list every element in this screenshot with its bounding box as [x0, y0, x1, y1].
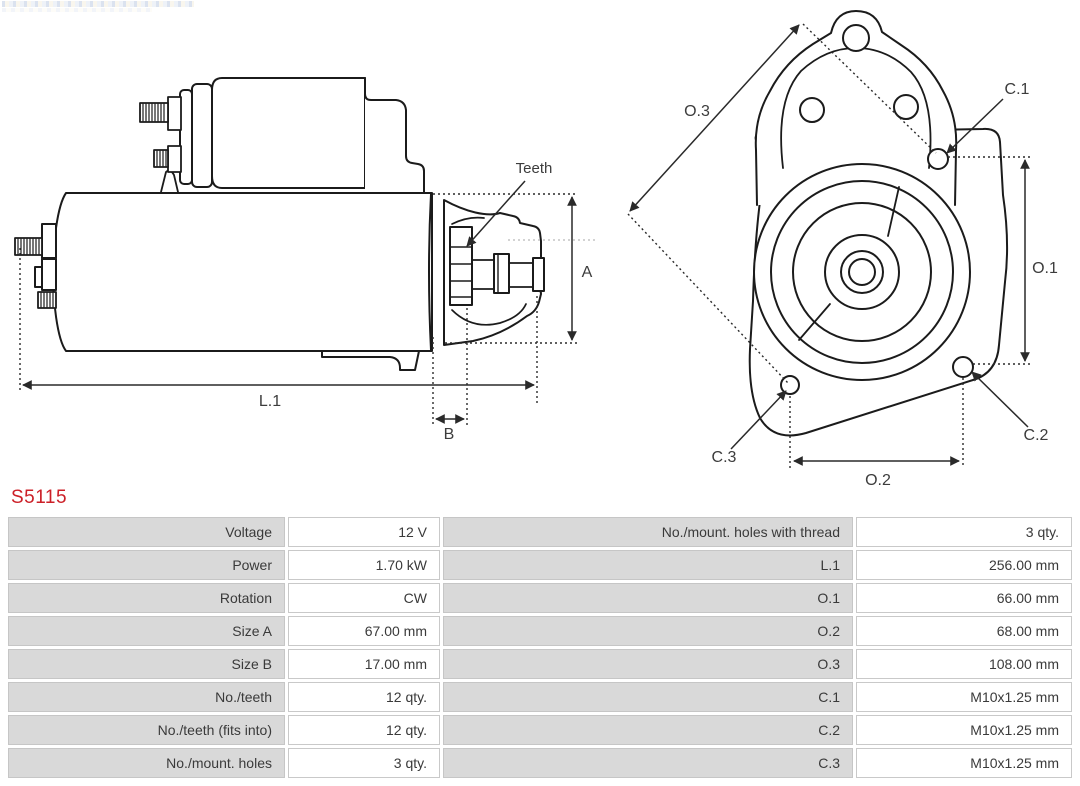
mount-hole-c2	[953, 357, 973, 377]
c2-leader	[972, 372, 1028, 427]
rear-tab	[35, 267, 42, 287]
spec-value-right: 3 qty.	[856, 517, 1072, 547]
spec-label-left: Voltage	[8, 517, 285, 547]
mount-hole-c1	[928, 149, 948, 169]
bell-hole-left	[800, 98, 824, 122]
l1-label: L.1	[258, 393, 282, 410]
spec-label-right: C.1	[443, 682, 853, 712]
spec-value-left: 1.70 kW	[288, 550, 440, 580]
starter-front-view	[750, 11, 1007, 435]
rear-block	[42, 224, 56, 258]
spec-value-left: 12 V	[288, 517, 440, 547]
c3-label: C.3	[711, 449, 737, 466]
spec-label-right: C.2	[443, 715, 853, 745]
spec-label-right: O.2	[443, 616, 853, 646]
spec-label-right: C.3	[443, 748, 853, 778]
a-label: A	[581, 264, 593, 281]
c2-label: C.2	[1023, 427, 1049, 444]
spec-table	[8, 517, 1072, 778]
spec-label-left: Size A	[8, 616, 285, 646]
rear-block-lower	[42, 259, 56, 290]
underbody-step	[322, 351, 419, 370]
terminal-nut-1	[168, 97, 181, 130]
spec-label-left: No./mount. holes	[8, 748, 285, 778]
spec-value-left: 12 qty.	[288, 715, 440, 745]
o3-label: O.3	[684, 103, 710, 120]
spec-value-right: M10x1.25 mm	[856, 715, 1072, 745]
spec-value-left: 3 qty.	[288, 748, 440, 778]
spec-value-right: 108.00 mm	[856, 649, 1072, 679]
solenoid-foot	[161, 171, 178, 192]
spec-value-right: M10x1.25 mm	[856, 748, 1072, 778]
pinion-teeth	[450, 227, 472, 305]
spec-value-left: 12 qty.	[288, 682, 440, 712]
spec-label-left: Rotation	[8, 583, 285, 613]
spec-label-left: No./teeth (fits into)	[8, 715, 285, 745]
spec-value-left: CW	[288, 583, 440, 613]
solenoid-cylinder	[212, 78, 365, 188]
spec-value-right: 66.00 mm	[856, 583, 1072, 613]
bell-tab-hole	[843, 25, 869, 51]
spec-label-right: O.3	[443, 649, 853, 679]
solenoid-bracket	[365, 78, 424, 193]
shaft-nut	[494, 254, 509, 293]
o1-label: O.1	[1032, 260, 1058, 277]
c1-label: C.1	[1004, 81, 1030, 98]
spec-label-right: L.1	[443, 550, 853, 580]
terminal-nut-2	[168, 146, 181, 172]
spec-label-right: No./mount. holes with thread	[443, 517, 853, 547]
part-number: S5115	[11, 487, 68, 508]
spec-label-left: Size B	[8, 649, 285, 679]
motor-body	[53, 193, 432, 351]
spec-value-right: 256.00 mm	[856, 550, 1072, 580]
shaft-tip	[533, 258, 544, 291]
hub-circle-shaft	[849, 259, 875, 285]
rear-stud	[15, 238, 42, 255]
spec-label-left: Power	[8, 550, 285, 580]
o2-label: O.2	[865, 472, 891, 489]
spec-label-left: No./teeth	[8, 682, 285, 712]
spec-value-left: 67.00 mm	[288, 616, 440, 646]
solenoid-cap-band-inner	[192, 84, 212, 187]
spec-value-right: M10x1.25 mm	[856, 682, 1072, 712]
b-label: B	[443, 426, 455, 443]
starter-side-view	[15, 78, 544, 370]
spec-label-right: O.1	[443, 583, 853, 613]
teeth-label: Teeth	[515, 160, 553, 177]
spec-value-right: 68.00 mm	[856, 616, 1072, 646]
spec-value-left: 17.00 mm	[288, 649, 440, 679]
